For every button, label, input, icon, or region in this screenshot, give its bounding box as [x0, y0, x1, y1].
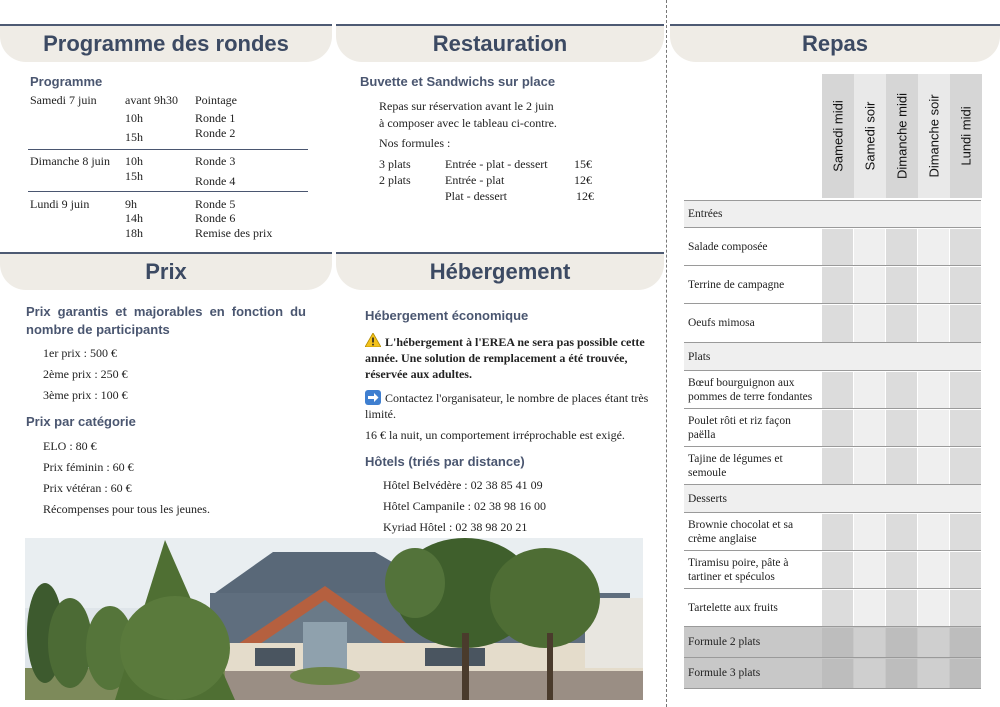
hebergement-header: Hébergement: [336, 252, 664, 290]
meal-checkbox-cell[interactable]: [854, 552, 885, 589]
table-row-label: Salade composée: [688, 240, 768, 253]
meal-checkbox-cell[interactable]: [886, 552, 917, 589]
meal-checkbox-cell[interactable]: [854, 410, 885, 447]
meal-checkbox-cell[interactable]: [854, 229, 885, 266]
schedule-event: Ronde 4: [195, 174, 236, 188]
meal-checkbox-cell[interactable]: [886, 448, 917, 485]
formule-content: Entrée - plat: [445, 173, 505, 187]
meal-checkbox-cell[interactable]: [822, 448, 853, 485]
meal-checkbox-cell[interactable]: [886, 229, 917, 266]
meal-checkbox-cell[interactable]: [886, 305, 917, 343]
prix-subtitle: [26, 303, 306, 339]
table-row-label: Plats: [688, 350, 711, 363]
meal-checkbox-cell[interactable]: [918, 267, 949, 304]
prix-subtitle-line: Prix garantis et majorables en fonction du: [26, 304, 306, 319]
formule-name: 2 plats: [379, 173, 411, 187]
formules-label: Nos formules :: [379, 136, 451, 150]
table-row-label: Entrées: [688, 208, 723, 220]
schedule-time: 15h: [125, 130, 143, 144]
table-section-row: [684, 484, 981, 512]
meal-checkbox-cell[interactable]: [950, 590, 981, 627]
day-label: Dimanche 8 juin: [30, 154, 110, 168]
meal-checkbox-cell[interactable]: [950, 305, 981, 343]
table-section-row: [684, 200, 981, 227]
schedule-event: Ronde 3: [195, 154, 236, 168]
meal-checkbox-cell[interactable]: [950, 659, 981, 689]
meal-checkbox-cell[interactable]: [918, 448, 949, 485]
formule-content: Entrée - plat - dessert: [445, 157, 548, 171]
schedule-event: Remise des prix: [195, 226, 273, 240]
schedule-event: Ronde 6: [195, 211, 236, 225]
table-section-row: [684, 342, 981, 370]
meal-checkbox-cell[interactable]: [950, 267, 981, 304]
column-header-label: Dimanche soir: [926, 94, 942, 178]
schedule-event: Ronde 2: [195, 126, 236, 140]
formule-name: 3 plats: [379, 157, 411, 171]
restauration-subtitle: Buvette et Sandwichs sur place: [360, 74, 556, 89]
meal-checkbox-cell[interactable]: [854, 659, 885, 689]
meal-checkbox-cell[interactable]: [918, 628, 949, 658]
hotels-subtitle: Hôtels (triés par distance): [365, 454, 525, 469]
price-note: 16 € la nuit, un comportement irréprochable est exigé.: [365, 428, 625, 442]
meal-checkbox-cell[interactable]: [950, 514, 981, 551]
meal-checkbox-cell[interactable]: [822, 514, 853, 551]
meal-checkbox-cell[interactable]: [918, 659, 949, 689]
prix-subtitle-line: nombre de participants: [26, 322, 170, 337]
meal-checkbox-cell[interactable]: [822, 552, 853, 589]
meal-checkbox-cell[interactable]: [886, 590, 917, 627]
table-row: [684, 657, 981, 688]
formule-price: 12€: [574, 173, 592, 187]
table-row-label: Formule 2 plats: [688, 636, 761, 648]
category-item: ELO : 80 €: [43, 439, 97, 453]
column-header: [886, 74, 918, 198]
meal-checkbox-cell[interactable]: [886, 267, 917, 304]
schedule-time: 9h: [125, 197, 137, 211]
table-row-label: Tajine de légumes et semoule: [688, 452, 783, 479]
formule-price: 12€: [576, 189, 594, 203]
category-item: Prix féminin : 60 €: [43, 460, 134, 474]
schedule-time: 18h: [125, 226, 143, 240]
column-header: [822, 74, 854, 198]
restauration-text: Repas sur réservation avant le 2 juin: [379, 99, 554, 113]
meal-checkbox-cell[interactable]: [918, 229, 949, 266]
meal-checkbox-cell[interactable]: [822, 372, 853, 409]
meal-checkbox-cell[interactable]: [822, 229, 853, 266]
meal-checkbox-cell[interactable]: [950, 552, 981, 589]
hebergement-subtitle: Hébergement économique: [365, 308, 529, 323]
day-divider: [28, 191, 308, 192]
contact-text: limité.: [365, 407, 396, 421]
fold-line: [666, 0, 667, 707]
category-item: Récompenses pour tous les jeunes.: [43, 502, 210, 516]
schedule-time: avant 9h30: [125, 93, 178, 107]
table-row: [684, 227, 981, 265]
table-row: [684, 446, 981, 484]
meal-checkbox-cell[interactable]: [886, 628, 917, 658]
meal-checkbox-cell[interactable]: [918, 514, 949, 551]
table-row-label: Brownie chocolat et sa crème anglaise: [688, 518, 794, 545]
day-divider: [28, 149, 308, 150]
right-arrow-icon: [365, 390, 381, 405]
category-item: Prix vétéran : 60 €: [43, 481, 132, 495]
table-row-label: Tartelette aux fruits: [688, 601, 778, 614]
meal-checkbox-cell[interactable]: [822, 628, 853, 658]
table-row: [684, 303, 981, 342]
table-row-label: Desserts: [688, 492, 727, 505]
column-header-label: Dimanche midi: [894, 93, 910, 179]
meal-checkbox-cell[interactable]: [886, 659, 917, 689]
prize-item: 3ème prix : 100 €: [43, 388, 128, 402]
contact-text: Contactez l'organisateur, le nombre de places étant très: [385, 391, 649, 405]
schedule-time: 10h: [125, 111, 143, 125]
meal-checkbox-cell[interactable]: [918, 590, 949, 627]
meal-checkbox-cell[interactable]: [950, 372, 981, 409]
meal-checkbox-cell[interactable]: [950, 448, 981, 485]
table-row: [684, 408, 981, 446]
table-row: [684, 550, 981, 588]
day-label: Lundi 9 juin: [30, 197, 90, 211]
schedule-event: Ronde 1: [195, 111, 236, 125]
table-row-label: Formule 3 plats: [688, 667, 761, 679]
meal-checkbox-cell[interactable]: [854, 267, 885, 304]
column-header: [854, 74, 886, 198]
meal-checkbox-cell[interactable]: [854, 590, 885, 627]
warning-text: réservée aux adultes.: [365, 367, 472, 381]
meal-checkbox-cell[interactable]: [822, 410, 853, 447]
warning-text: année. Une solution de remplacement a été trouvée,: [365, 351, 628, 365]
meal-checkbox-cell[interactable]: [950, 628, 981, 658]
hotel-item: Kyriad Hôtel : 02 38 98 20 21: [383, 520, 528, 534]
programme-subtitle: Programme: [30, 74, 103, 89]
table-row: [684, 265, 981, 303]
prize-item: 1er prix : 500 €: [43, 346, 117, 360]
meal-checkbox-cell[interactable]: [918, 305, 949, 343]
formule-content: Plat - dessert: [445, 189, 507, 203]
table-row-label: Poulet rôti et riz façon paëlla: [688, 414, 791, 441]
meal-checkbox-cell[interactable]: [918, 372, 949, 409]
column-header-label: Lundi midi: [958, 106, 974, 166]
schedule-time: 14h: [125, 211, 143, 225]
table-row: [684, 588, 981, 626]
meal-checkbox-cell[interactable]: [950, 410, 981, 447]
meal-checkbox-cell[interactable]: [918, 410, 949, 447]
schedule-time: 10h: [125, 154, 143, 168]
meal-checkbox-cell[interactable]: [886, 514, 917, 551]
meal-checkbox-cell[interactable]: [854, 305, 885, 343]
restauration-text: à composer avec le tableau ci-contre.: [379, 116, 557, 130]
meal-checkbox-cell[interactable]: [950, 229, 981, 266]
prix-header: Prix: [0, 252, 332, 290]
prize-item: 2ème prix : 250 €: [43, 367, 128, 381]
table-row: [684, 370, 981, 408]
repas-header: Repas: [670, 24, 1000, 62]
meal-order-table: [684, 74, 981, 688]
hotel-item: Hôtel Belvédère : 02 38 85 41 09: [383, 478, 543, 492]
table-row: [684, 626, 981, 657]
meal-checkbox-cell[interactable]: [854, 372, 885, 409]
meal-checkbox-cell[interactable]: [854, 448, 885, 485]
table-row-label: Terrine de campagne: [688, 278, 785, 291]
meal-checkbox-cell[interactable]: [886, 372, 917, 409]
meal-checkbox-cell[interactable]: [822, 590, 853, 627]
table-bottom-border: [684, 688, 981, 689]
column-header-label: Samedi soir: [862, 101, 878, 171]
warning-text: L'hébergement à l'EREA ne sera pas possible cette: [385, 335, 645, 349]
meal-checkbox-cell[interactable]: [886, 410, 917, 447]
hotel-item: Hôtel Campanile : 02 38 98 16 00: [383, 499, 546, 513]
table-row-label: Tiramisu poire, pâte à tartiner et spéculos: [688, 556, 789, 583]
schedule-time: 15h: [125, 169, 143, 183]
table-row-label: Oeufs mimosa: [688, 317, 755, 329]
column-header-label: Samedi midi: [830, 100, 846, 172]
meal-checkbox-cell[interactable]: [854, 514, 885, 551]
warning-icon: [365, 333, 381, 347]
schedule-event: Pointage: [195, 93, 237, 107]
schedule-event: Ronde 5: [195, 197, 236, 211]
table-row-label: Bœuf bourguignon aux pommes de terre fondantes: [688, 376, 813, 403]
formule-price: 15€: [574, 157, 592, 171]
restauration-header: Restauration: [336, 24, 664, 62]
building-photo: [25, 538, 643, 700]
meal-checkbox-cell[interactable]: [822, 659, 853, 689]
column-header: [918, 74, 950, 198]
column-header: [950, 74, 982, 198]
meal-checkbox-cell[interactable]: [822, 267, 853, 304]
categorie-subtitle: Prix par catégorie: [26, 414, 136, 429]
meal-checkbox-cell[interactable]: [854, 628, 885, 658]
meal-checkbox-cell[interactable]: [918, 552, 949, 589]
programme-header: Programme des rondes: [0, 24, 332, 62]
table-row: [684, 512, 981, 550]
meal-checkbox-cell[interactable]: [822, 305, 853, 343]
day-label: Samedi 7 juin: [30, 93, 97, 107]
